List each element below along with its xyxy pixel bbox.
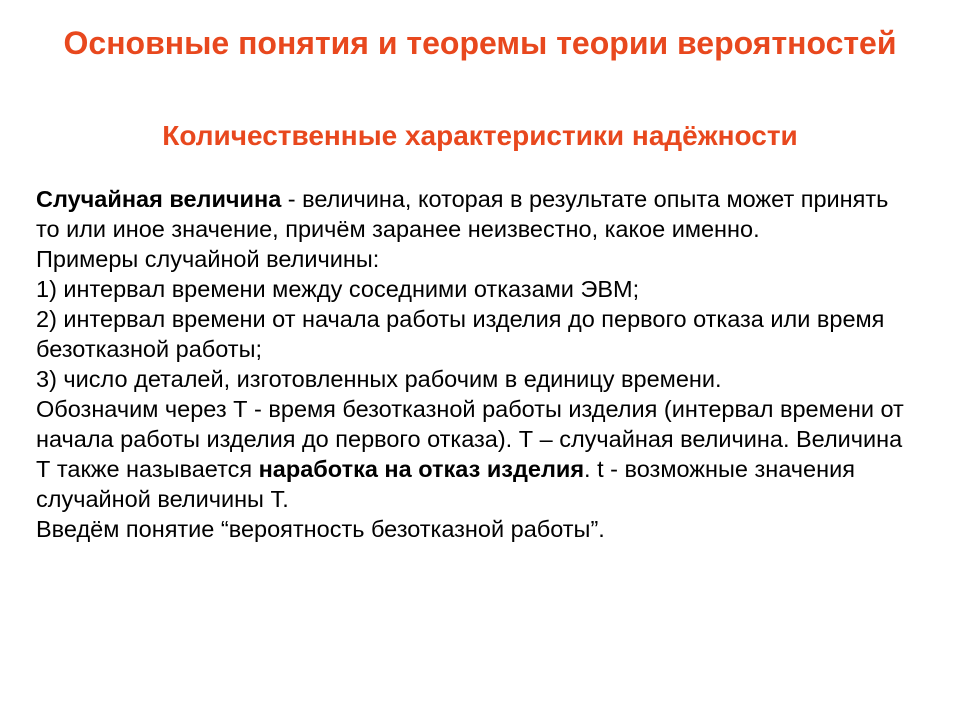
example-item-3: 3) число деталей, изготовленных рабочим в единицу времени. xyxy=(36,366,722,392)
designation-text-after: . t - возможные значения случайной величины Т. xyxy=(36,456,855,512)
definition-text: - величина, которая в результате опыта может принять то или иное значение, причём заранее неизвестно, какое именно. xyxy=(36,186,889,242)
definition-paragraph xyxy=(36,184,916,244)
examples-heading: Примеры случайной величины: xyxy=(36,246,380,272)
designation-paragraph xyxy=(36,394,916,514)
example-item-2: 2) интервал времени от начала работы изделия до первого отказа или время безотказной работы; xyxy=(36,306,885,362)
slide-subtitle: Количественные характеристики надёжности xyxy=(162,120,798,151)
closing-line: Введём понятие “вероятность безотказной работы”. xyxy=(36,516,605,542)
example-item-1: 1) интервал времени между соседними отказами ЭВМ; xyxy=(36,276,640,302)
designation-text-before: Обозначим через Т - время безотказной работы изделия (интервал времени от начала работы изделия до первого отказа). Т – случайная величина. Величина Т также называется xyxy=(36,396,904,482)
slide-body xyxy=(36,184,916,544)
designation-term: наработка на отказ изделия xyxy=(258,456,585,482)
slide-title: Основные понятия и теоремы теории вероятностей xyxy=(63,25,897,61)
definition-term: Случайная величина xyxy=(36,186,282,212)
